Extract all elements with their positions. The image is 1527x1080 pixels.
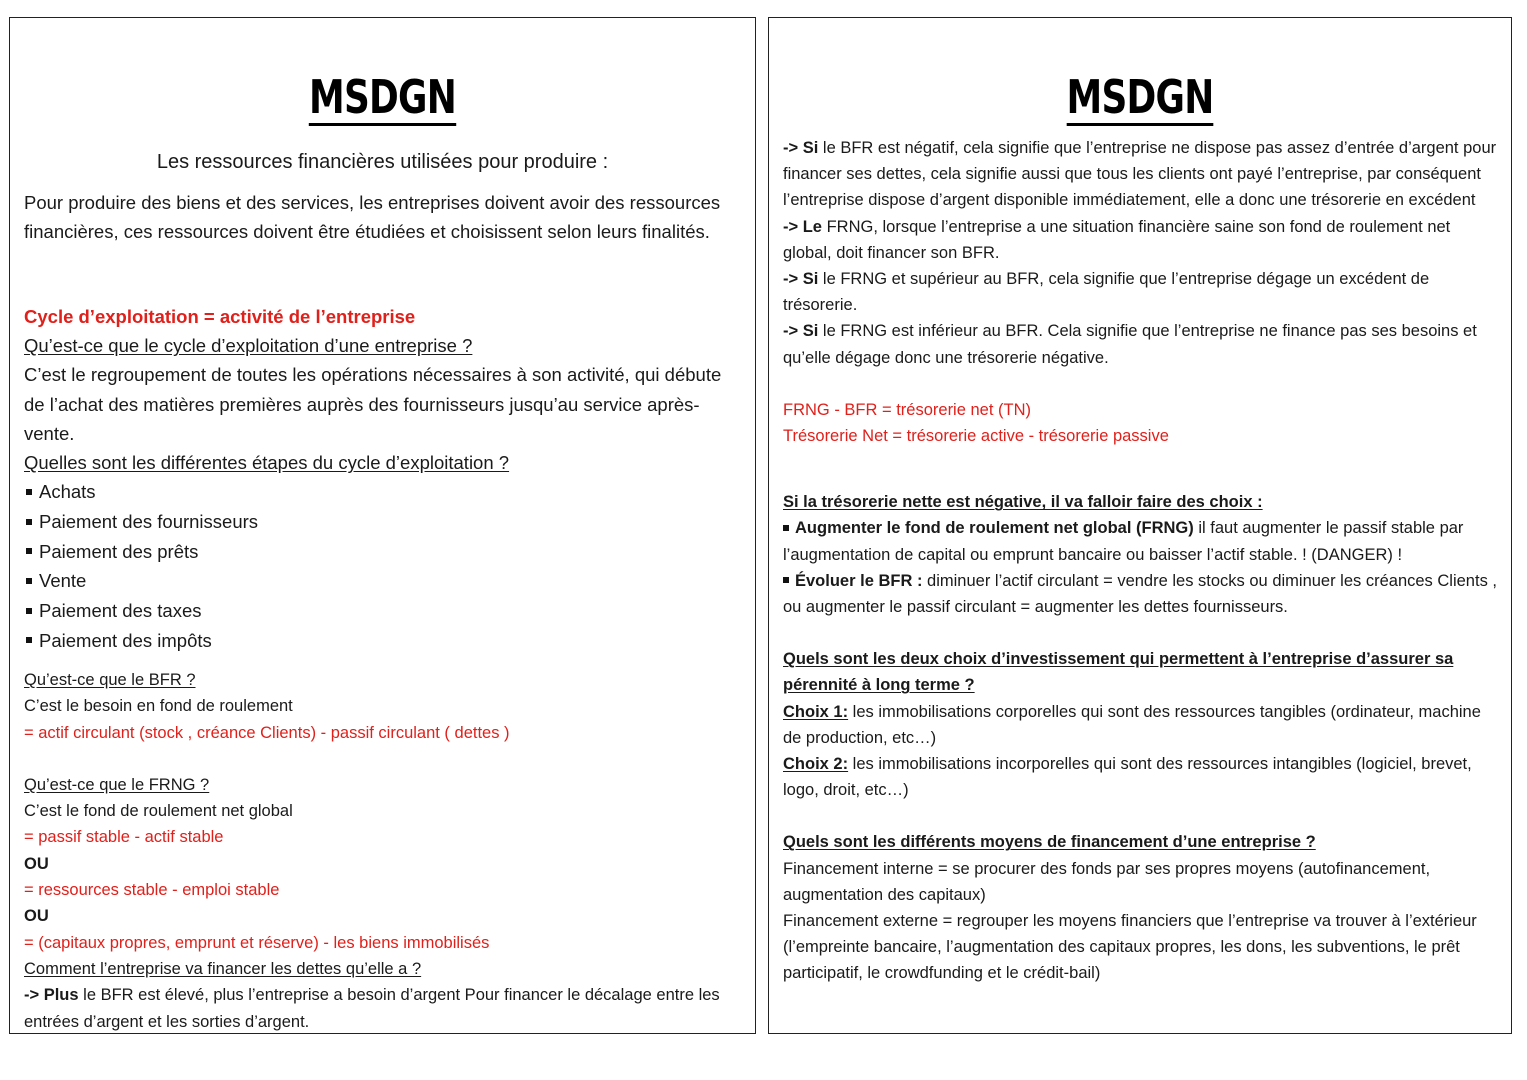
choices-heading: Si la trésorerie nette est négative, il va falloir faire des choix :	[783, 493, 1263, 512]
list-item: Paiement des fournisseurs	[24, 507, 741, 537]
bullet-icon	[26, 489, 32, 495]
right-page	[768, 17, 1512, 1034]
right-logo: MSDGN	[1066, 70, 1214, 124]
frng-formula-3: = (capitaux propres, emprunt et réserve) - les biens immobilisés	[24, 933, 490, 952]
bfr-question: Qu’est-ce que le BFR ?	[24, 671, 196, 689]
list-item: Paiement des prêts	[24, 537, 741, 567]
internal-financing: Financement interne = se procurer des fonds par ses propres moyens (autofinancement, augmentation des capitaux)	[783, 859, 1431, 904]
cycle-heading: Cycle d’exploitation = activité de l’entreprise	[24, 306, 416, 327]
investment-choice-2: Choix 2: les immobilisations incorporelles qui sont des ressources intangibles (logiciel, brevet, logo, droit, etc…)	[783, 755, 1472, 800]
treasury-formula-2: Trésorerie Net = trésorerie active - trésorerie passive	[783, 427, 1169, 446]
bfr-negative-paragraph: -> Si le BFR est négatif, cela signifie que l’entreprise ne dispose pas assez d’entrée d’argent pour financer ses dettes, cela signifie aussi que tous les clients ont payé l’entreprise, par conséquent l’entreprise dispose d’argent disponible immédiatement, elle a donc une trésorerie en excédent	[783, 139, 1497, 210]
cycle-steps-list	[24, 477, 741, 655]
cycle-question-1: Qu’est-ce que le cycle d’exploitation d’une entreprise ?	[24, 335, 473, 357]
list-item: Paiement des impôts	[24, 626, 741, 656]
frng-paragraph: -> Le FRNG, lorsque l’entreprise a une situation financière saine son fond de roulement net global, doit financer son BFR.	[783, 217, 1451, 262]
bfr-formula: = actif circulant (stock , créance Clients) - passif circulant ( dettes )	[24, 723, 510, 742]
treasury-formula-1: FRNG - BFR = trésorerie net (TN)	[783, 400, 1031, 419]
intro-paragraph: Pour produire des biens et des services, les entreprises doivent avoir des ressources financières, ces ressources doivent être étudiées et choisissent selon leurs finalités.	[24, 192, 721, 242]
list-item: Paiement des taxes	[24, 596, 741, 626]
bfr-answer: C’est le besoin en fond de roulement	[24, 697, 293, 716]
cycle-section	[24, 302, 741, 655]
right-body	[783, 135, 1497, 987]
bullet-icon	[26, 637, 32, 643]
list-item: Vente	[24, 566, 741, 596]
frng-greater-paragraph: -> Si le FRNG et supérieur au BFR, cela signifie que l’entreprise dégage un excédent de trésorerie.	[783, 270, 1430, 315]
bfr-frng-section	[24, 667, 741, 1035]
bullet-icon	[26, 608, 32, 614]
left-logo: MSDGN	[309, 70, 456, 124]
financing-means-heading: Quels sont les différents moyens de financement d’une entreprise ?	[783, 833, 1316, 852]
or-label: OU	[24, 854, 49, 873]
bullet-icon	[26, 578, 32, 584]
bullet-icon	[783, 577, 789, 583]
frng-lower-paragraph: -> Si le FRNG est inférieur au BFR. Cela signifie que l’entreprise ne finance pas ses besoins et qu’elle dégage donc une trésorerie négative.	[783, 322, 1477, 367]
bullet-icon	[26, 519, 32, 525]
frng-formula-1: = passif stable - actif stable	[24, 828, 224, 847]
external-financing: Financement externe = regrouper les moyens financiers que l’entreprise va trouver à l’extérieur (l’empreinte bancaire, l’augmentation des capitaux propres, les dons, les subventions, le prêt participatif, le crowdfunding et le crédit-bail)	[783, 912, 1477, 983]
choice-frng: Augmenter le fond de roulement net global (FRNG) il faut augmenter le passif stable par l’augmentation de capital ou emprunt bancaire ou baisser l’actif stable. ! (DANGER) !	[783, 519, 1464, 564]
investment-heading: Quels sont les deux choix d’investissement qui permettent à l’entreprise d’assurer sa pérennité à long terme ?	[783, 650, 1454, 695]
left-page	[9, 17, 756, 1034]
bullet-icon	[26, 548, 32, 554]
investment-choice-1: Choix 1: les immobilisations corporelles qui sont des ressources tangibles (ordinateur, machine de production, etc…)	[783, 702, 1481, 747]
choice-bfr: Évoluer le BFR : diminuer l’actif circulant = vendre les stocks ou diminuer les créances Clients , ou augmenter le passif circulant = augmenter les dettes fournisseurs.	[783, 571, 1497, 617]
cycle-answer-1: C’est le regroupement de toutes les opérations nécessaires à son activité, qui débute de l’achat des matières premières auprès des fournisseurs jusqu’au service après-vente.	[24, 364, 722, 444]
or-label: OU	[24, 907, 49, 926]
financing-answer: -> Plus le BFR est élevé, plus l’entreprise a besoin d’argent Pour financer le décalage entre les entrées d’argent et les sorties d’argent.	[24, 986, 720, 1031]
frng-answer: C’est le fond de roulement net global	[24, 802, 293, 821]
frng-question: Qu’est-ce que le FRNG ?	[24, 775, 210, 794]
frng-formula-2: = ressources stable - emploi stable	[24, 881, 280, 900]
cycle-question-2: Quelles sont les différentes étapes du cycle d’exploitation ?	[24, 452, 510, 474]
left-intro-section	[24, 188, 741, 246]
financing-question: Comment l’entreprise va financer les dettes qu’elle a ?	[24, 959, 422, 978]
bullet-icon	[783, 525, 789, 531]
list-item: Achats	[24, 477, 741, 507]
left-subtitle: Les ressources financières utilisées pour produire :	[156, 151, 609, 173]
